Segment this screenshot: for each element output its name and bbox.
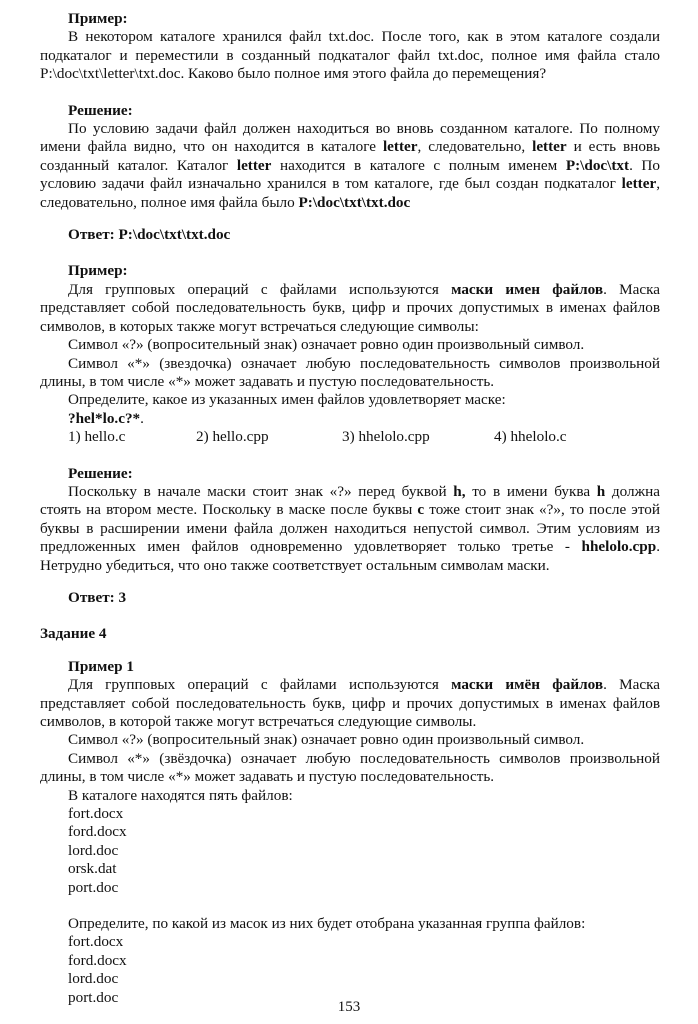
page-number: 153 bbox=[337, 999, 361, 1015]
file-item: fort.docx bbox=[68, 805, 124, 823]
task-4-question: Определите, по какой из масок из них будет отобрана указанная группа файлов: bbox=[68, 915, 586, 933]
example-2-answer: Ответ: 3 bbox=[68, 588, 127, 606]
document-page bbox=[40, 10, 660, 1007]
selected-file-item: lord.doc bbox=[68, 970, 119, 988]
example-2-solution: Поскольку в начале маски стоит знак «?» перед буквой h, то в имени буква h должна стоять на втором месте. Поскольку в маске после буквы c тоже стоит знак «?», то после этой буквы в расширении имени файла должен находиться непустой символ. Этим условиям из предложенных имен файлов одновременно удовлетворяет только третье - hhelolo.cpp. Нетрудно убедиться, что оно также соответствует остальным символам маски. bbox=[40, 482, 660, 574]
file-item: lord.doc bbox=[68, 841, 119, 859]
selected-file-item: ford.docx bbox=[68, 951, 127, 969]
example-1-answer: Ответ: P:\doc\txt\txt.doc bbox=[68, 226, 231, 244]
task-4-files-intro: В каталоге находятся пять файлов: bbox=[68, 786, 293, 804]
task-4-selected-file-list bbox=[40, 933, 660, 1007]
example-1-text: В некотором каталоге хранился файл txt.doc. После того, как в этом каталоге создали подкаталог и переместили в созданный подкаталог файл txt.doc, полное имя файла стало P:\doc\txt\letter\txt.doc. Каково было полное имя этого файла до перемещения? bbox=[40, 28, 660, 83]
example-1-solution: По условию задачи файл должен находиться во вновь созданном каталоге. По полному имени файла видно, что он находится в каталоге letter, следовательно, letter и есть вновь созданный каталог. Каталог letter находится в каталоге с полным именем P:\doc\txt. По условию задачи файл изначально хранился в том каталоге, где был создан подкаталог letter, следовательно, полное имя файла было P:\doc\txt\txt.doc bbox=[40, 120, 661, 211]
example-2-heading: Пример: bbox=[68, 262, 128, 280]
task-4-star-symbol: Символ «*» (звёздочка) означает любую последовательность символов произвольной длины, в том числе «*» может задавать и пустую последовательность. bbox=[40, 749, 660, 786]
task-4-file-list bbox=[40, 805, 660, 897]
option-1: 1) hello.c bbox=[68, 428, 126, 446]
example-2 bbox=[40, 262, 660, 607]
example-2-intro: Для групповых операций с файлами используются маски имен файлов. Маска представляет собой последовательность букв, цифр и прочих допустимых в именах файлов символов, в которых также могут встречаться следующие символы: bbox=[40, 280, 660, 335]
task-4-title: Задание 4 bbox=[40, 625, 107, 643]
example-2-question-symbol: Символ «?» (вопросительный знак) означает ровно один произвольный символ. bbox=[68, 336, 585, 354]
file-item: orsk.dat bbox=[68, 860, 117, 878]
example-2-question: Определите, какое из указанных имен файлов удовлетворяет маске: bbox=[68, 391, 506, 409]
file-item: port.doc bbox=[68, 878, 119, 896]
selected-file-item: port.doc bbox=[68, 988, 119, 1006]
example-1-solution-heading: Решение: bbox=[68, 101, 133, 119]
example-2-mask: ?hel*lo.c?*. bbox=[68, 409, 144, 427]
option-4: 4) hhelolo.c bbox=[494, 428, 567, 446]
option-3: 3) hhelolo.cpp bbox=[342, 428, 430, 446]
task-4-question-symbol: Символ «?» (вопросительный знак) означает ровно один произвольный символ. bbox=[68, 731, 585, 749]
task-4-example-heading: Пример 1 bbox=[68, 657, 134, 675]
example-2-solution-heading: Решение: bbox=[68, 464, 133, 482]
selected-file-item: fort.docx bbox=[68, 933, 124, 951]
file-item: ford.docx bbox=[68, 823, 127, 841]
example-2-star-symbol: Символ «*» (звездочка) означает любую последовательность символов произвольной длины, в том числе «*» может задавать и пустую последовательность. bbox=[40, 354, 660, 390]
task-4-intro: Для групповых операций с файлами используются маски имён файлов. Маска представляет собой последовательность букв, цифр и прочих допустимых в именах файлов символов, в которой также могут встречаться следующие символы. bbox=[40, 676, 660, 730]
example-2-options bbox=[40, 428, 660, 446]
example-1-heading: Пример: bbox=[68, 10, 128, 27]
option-2: 2) hello.cpp bbox=[196, 428, 269, 446]
task-4 bbox=[40, 625, 660, 1007]
example-1 bbox=[40, 10, 660, 244]
